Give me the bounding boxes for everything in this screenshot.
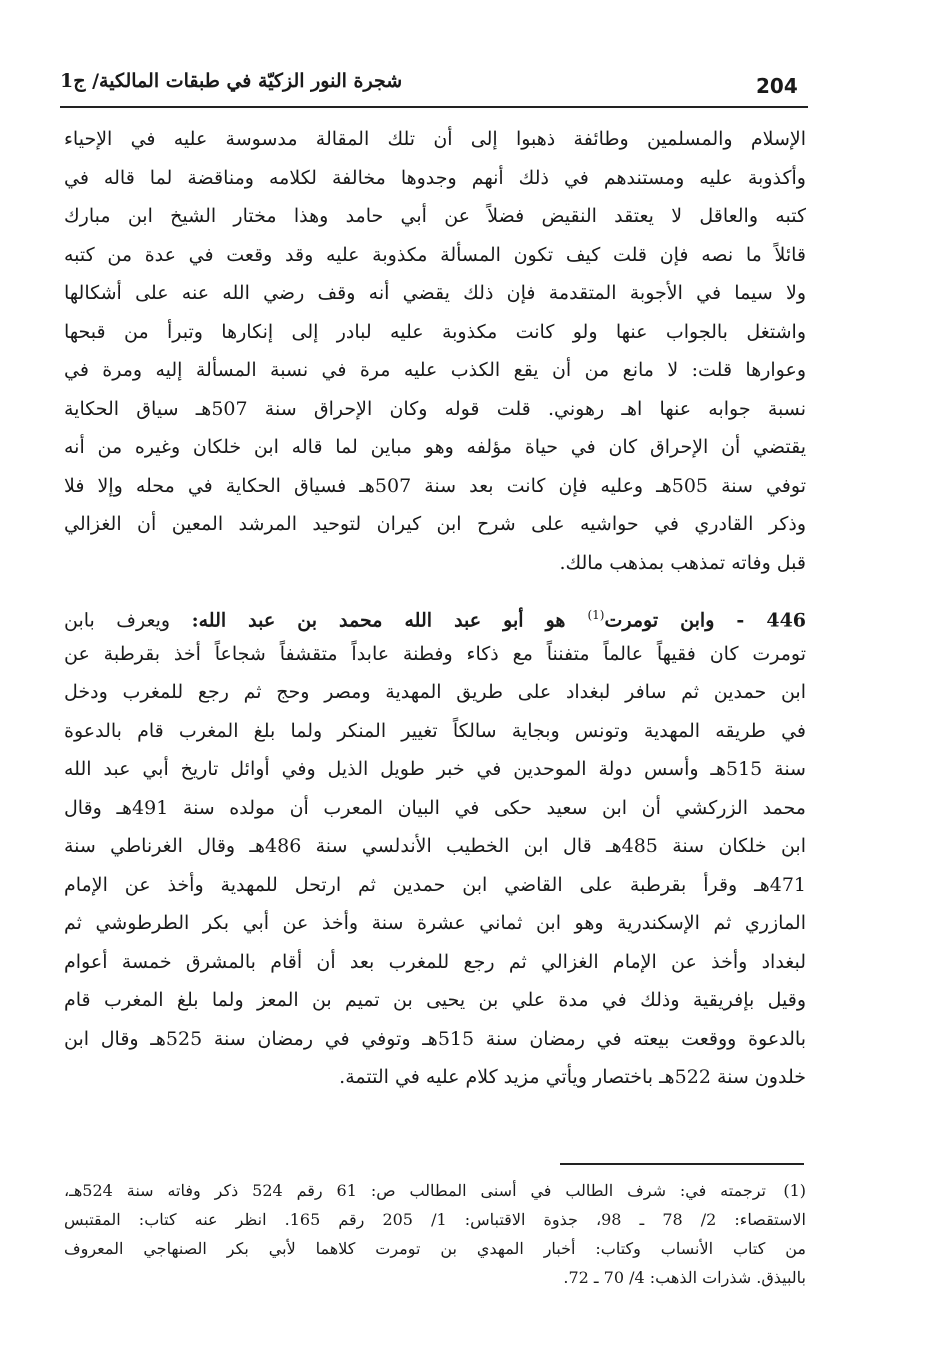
footnote-text: ترجمته في: شرف الطالب في أسنى المطالب ص: 61 رقم 524 ذكر وفاته سنة 524هـ، bbox=[64, 1181, 766, 1200]
text-line: محمد الزركشي أن ابن سعيد حكى في البيان المعرب أن مولده سنة 491هـ وقال bbox=[64, 796, 806, 819]
entry-first-line bbox=[64, 596, 806, 635]
entry-number: 446 - bbox=[714, 609, 806, 632]
footnote-line: بالبيذق. شذرات الذهب: 4/ 70 ـ 72. bbox=[563, 1268, 806, 1287]
entry-name: وابن تومرت bbox=[604, 609, 715, 632]
footnote-rule bbox=[560, 1163, 804, 1165]
running-title: شجرة النور الزكيّة في طبقات المالكية/ ج1 bbox=[60, 70, 403, 92]
text-line: سنة 515هـ وأسس دولة الموحدين في خبر طويل الذيل وفي أوائل تاريخ أبي عبد الله bbox=[64, 758, 806, 780]
text-line: وعوارها قلت: لا مانع من أن يقع الكذب عليه مرة في نسبة المسألة إليه ومرة في bbox=[64, 359, 806, 381]
page-header bbox=[60, 66, 806, 106]
text-line: المازري ثم الإسكندرية وهو ابن ثماني عشرة سنة وأخذ عن أبي بكر الطرطوشي ثم bbox=[64, 912, 806, 934]
text-line: تومرت كان فقيهاً عالماً متفنناً مع ذكاء وفطنة عابداً متقشفاً شجاعاً أخذ بقرطبة عن bbox=[64, 642, 806, 665]
text-line: في طريقه المهدية وتونس وبجاية سالكاً تغيير المنكر ولما بلغ المغرب قام بالدعوة bbox=[64, 719, 806, 742]
footnote-marker: (1) bbox=[783, 1181, 806, 1200]
biography-entry bbox=[64, 596, 806, 1097]
page-number: 204 bbox=[756, 74, 798, 98]
main-text bbox=[64, 120, 806, 1097]
text-line: الإسلام والمسلمين وطائفة ذهبوا إلى أن تلك المقالة مدسوسة عليه في الإحياء bbox=[64, 128, 806, 150]
text-line: خلدون سنة 522هـ باختصار ويأتي مزيد كلام عليه في التتمة. bbox=[339, 1066, 806, 1088]
text-line: واشتغل بالجواب عنها ولو كانت مكذوبة عليه لبادر إلى إنكارها وتبرأ من قبحها bbox=[64, 320, 806, 343]
text-line: وقيل بإفريقية وذلك في مدة علي بن يحيى بن تميم بن المعز ولما بلغ المغرب قام bbox=[64, 989, 806, 1011]
text-line: 471هـ وقرأ بقرطبة على القاضي ابن حمدين ثم ارتحل للمهدية وأخذ عن الإمام bbox=[64, 873, 806, 896]
footnote-line: من كتاب الأنساب وكتاب: أخبار المهدي بن تومرت كلاهما لأبي بكر الصنهاجي المعروف bbox=[64, 1239, 806, 1258]
text-line: كتبه والعاقل لا يعتقد النقيض فضلاً عن أبي حامد وهذا مختار الشيخ ابن مبارك bbox=[64, 205, 806, 227]
text-line: نسبة جوابه عنها اهـ رهوني. قلت قوله وكان الإحراق سنة 507هـ سياق الحكاية bbox=[64, 397, 806, 420]
text-line: توفي سنة 505هـ وعليه فإن كانت بعد سنة 507هـ فسياق الحكاية في محله وإلا فلا bbox=[64, 474, 806, 497]
text-line: قبل وفاته تمذهب بمذهب مالك. bbox=[559, 551, 806, 574]
text-line: يقتضي أن الإحراق كان في حياة مؤلفه وهو مباين لما قاله ابن خلكان وغيره من أنه bbox=[64, 436, 806, 458]
entry-full-name: هو أبو عبد الله محمد بن عبد الله: bbox=[191, 609, 588, 632]
footnotes bbox=[64, 1176, 806, 1292]
text-line: بالدعوة ووقعت بيعته في رمضان سنة 515هـ وتوفي في رمضان سنة 525هـ وقال ابن bbox=[64, 1027, 806, 1050]
text-line: لبغداد وأخذ عن الإمام الغزالي ثم رجع للمغرب بعد أن أقام بالمشرق خمسة أعوام bbox=[64, 950, 806, 973]
text-line: ابن حمدين ثم سافر لبغداد على طريق المهدية ومصر وحج ثم رجع للمغرب ودخل bbox=[64, 681, 806, 703]
text-line: قائلاً ما نصه فإن قلت كيف تكون المسألة مكذوبة عليه وقد وقعت في عدة من كتبه bbox=[64, 243, 806, 266]
header-rule bbox=[60, 106, 808, 108]
text-line: وذكر القادري في حواشيه على شرح ابن كيران لتوحيد المرشد المعين أن الغزالي bbox=[64, 513, 806, 535]
footnote-line bbox=[64, 1176, 806, 1205]
footnote-line: الاستقصاء: 2/ 78 ـ 98، جذوة الاقتباس: 1/ 205 رقم 165. انظر عنه كتاب: المقتبس bbox=[64, 1210, 806, 1229]
footnote-reference: (1) bbox=[587, 608, 605, 622]
text-line: ابن خلكان سنة 485هـ قال ابن الخطيب الأندلسي سنة 486هـ وقال الغرناطي سنة bbox=[64, 835, 806, 857]
text-line: وأكذوبة عليه ومستندهم في ذلك أنهم وجدوها مخالفة لكلامه ومناقضة لما قاله في bbox=[64, 166, 806, 189]
paragraph bbox=[64, 120, 806, 582]
entry-text: ويعرف بابن bbox=[64, 609, 192, 632]
text-line: ولا سيما في الأجوبة المتقدمة فإن ذلك يقضي أنه وقف رضي الله عنه على أشكالها bbox=[64, 282, 806, 304]
